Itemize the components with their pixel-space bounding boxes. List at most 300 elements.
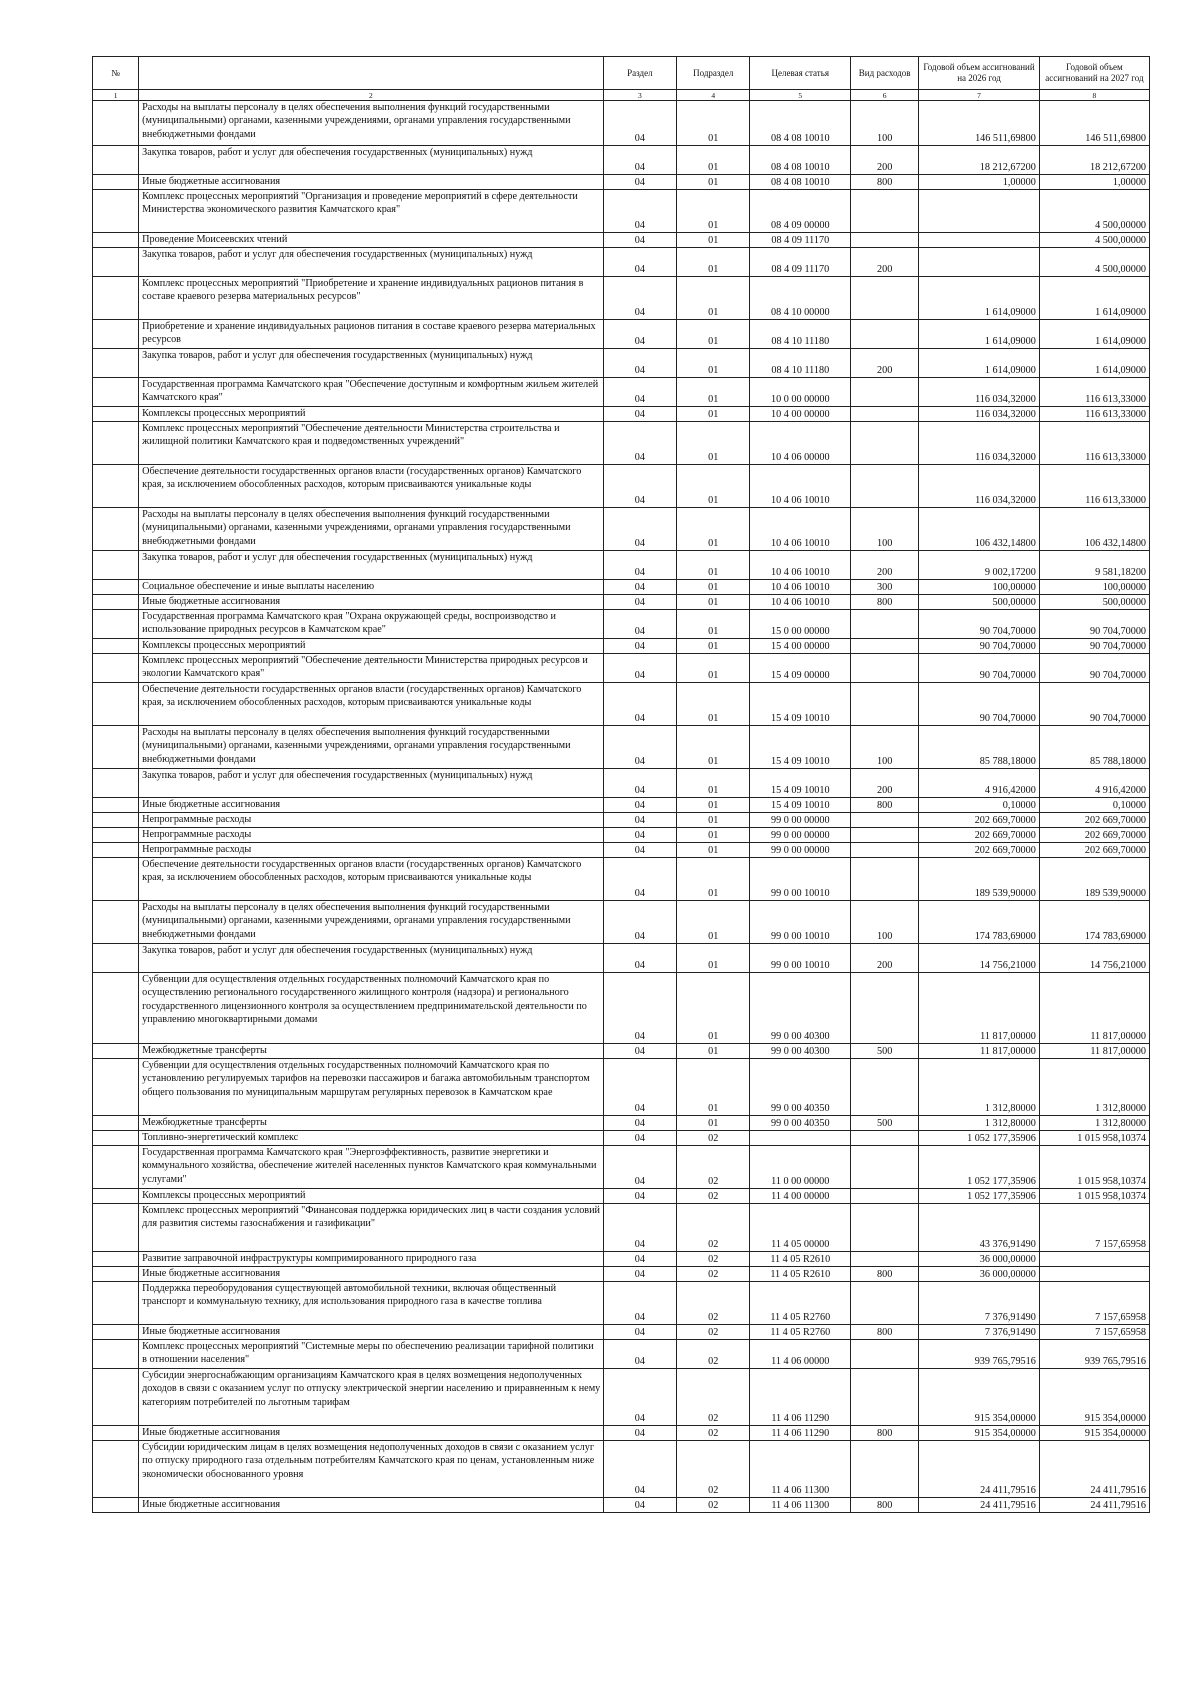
target-article-cell: 15 4 09 10010 [750, 683, 851, 726]
table-row [93, 639, 1150, 654]
target-article-cell: 10 0 00 00000 [750, 378, 851, 407]
amount-2027-cell: 85 788,18000 [1039, 726, 1149, 769]
amount-2026-cell [919, 248, 1040, 277]
expense-type-cell [851, 233, 919, 248]
table-row [93, 1189, 1150, 1204]
row-number-cell [93, 1426, 139, 1441]
amount-2027-cell: 7 157,65958 [1039, 1282, 1149, 1325]
expense-type-cell: 200 [851, 146, 919, 175]
row-number-cell [93, 654, 139, 683]
table-row [93, 595, 1150, 610]
amount-2026-cell: 90 704,70000 [919, 683, 1040, 726]
podrazdel-cell: 01 [677, 639, 750, 654]
razdel-cell: 04 [603, 101, 676, 146]
target-article-cell: 99 0 00 40300 [750, 1044, 851, 1059]
expense-type-cell [851, 190, 919, 233]
amount-2026-cell: 0,10000 [919, 798, 1040, 813]
row-number-cell [93, 610, 139, 639]
table-row [93, 1369, 1150, 1426]
podrazdel-cell: 01 [677, 277, 750, 320]
podrazdel-cell: 02 [677, 1340, 750, 1369]
expense-name-cell: Расходы на выплаты персоналу в целях обеспечения выполнения функций государственными (муниципальными) органами, казенными учреждениями, органами управления государственными внебюджетными фондами [139, 508, 604, 551]
target-article-cell: 10 4 06 10010 [750, 595, 851, 610]
amount-2026-cell: 500,00000 [919, 595, 1040, 610]
expense-name-cell: Комплекс процессных мероприятий "Обеспечение деятельности Министерства строительства и жилищной политики Камчатского края и подведомственных учреждений" [139, 422, 604, 465]
column-number: 4 [677, 90, 750, 101]
expense-type-cell: 100 [851, 508, 919, 551]
amount-2026-cell: 116 034,32000 [919, 407, 1040, 422]
expense-name-cell: Иные бюджетные ассигнования [139, 595, 604, 610]
expense-type-cell [851, 1282, 919, 1325]
amount-2026-cell: 24 411,79516 [919, 1498, 1040, 1513]
expense-name-cell: Комплексы процессных мероприятий [139, 1189, 604, 1204]
expense-name-cell: Комплексы процессных мероприятий [139, 639, 604, 654]
razdel-cell: 04 [603, 378, 676, 407]
amount-2027-cell: 24 411,79516 [1039, 1498, 1149, 1513]
podrazdel-cell: 01 [677, 101, 750, 146]
table-row [93, 726, 1150, 769]
expense-name-cell: Государственная программа Камчатского края "Обеспечение доступным и комфортным жильем жителей Камчатского края" [139, 378, 604, 407]
amount-2027-cell: 202 669,70000 [1039, 828, 1149, 843]
expense-name-cell: Иные бюджетные ассигнования [139, 798, 604, 813]
razdel-cell: 04 [603, 973, 676, 1044]
target-article-cell: 11 4 06 11290 [750, 1369, 851, 1426]
row-number-cell [93, 1131, 139, 1146]
podrazdel-cell: 01 [677, 726, 750, 769]
target-article-cell: 10 4 06 10010 [750, 465, 851, 508]
razdel-cell: 04 [603, 1340, 676, 1369]
target-article-cell: 99 0 00 10010 [750, 858, 851, 901]
table-row [93, 248, 1150, 277]
target-article-cell: 99 0 00 10010 [750, 944, 851, 973]
razdel-cell: 04 [603, 798, 676, 813]
expense-name-cell: Комплекс процессных мероприятий "Системные меры по обеспечению реализации тарифной политики в отношении населения" [139, 1340, 604, 1369]
target-article-cell: 11 4 05 R2760 [750, 1325, 851, 1340]
expense-type-cell: 100 [851, 901, 919, 944]
amount-2026-cell: 9 002,17200 [919, 551, 1040, 580]
expense-type-cell: 200 [851, 769, 919, 798]
table-row [93, 1044, 1150, 1059]
amount-2026-cell: 174 783,69000 [919, 901, 1040, 944]
amount-2027-cell: 1 015 958,10374 [1039, 1189, 1149, 1204]
podrazdel-cell: 01 [677, 973, 750, 1044]
podrazdel-cell: 01 [677, 422, 750, 465]
table-row [93, 233, 1150, 248]
razdel-cell: 04 [603, 465, 676, 508]
table-row [93, 320, 1150, 349]
target-article-cell: 11 4 05 00000 [750, 1204, 851, 1252]
table-row [93, 858, 1150, 901]
row-number-cell [93, 277, 139, 320]
razdel-cell: 04 [603, 654, 676, 683]
target-article-cell: 15 4 09 00000 [750, 654, 851, 683]
amount-2027-cell: 11 817,00000 [1039, 1044, 1149, 1059]
expense-type-cell [851, 610, 919, 639]
row-number-cell [93, 901, 139, 944]
table-row [93, 1131, 1150, 1146]
amount-2027-cell: 1 614,09000 [1039, 277, 1149, 320]
expense-type-cell: 200 [851, 944, 919, 973]
target-article-cell: 11 4 05 R2760 [750, 1282, 851, 1325]
table-row [93, 1267, 1150, 1282]
podrazdel-cell: 01 [677, 465, 750, 508]
razdel-cell: 04 [603, 349, 676, 378]
table-row [93, 551, 1150, 580]
podrazdel-cell: 01 [677, 843, 750, 858]
expense-type-cell: 800 [851, 1498, 919, 1513]
row-number-cell [93, 1441, 139, 1498]
target-article-cell: 11 4 06 11290 [750, 1426, 851, 1441]
column-number: 6 [851, 90, 919, 101]
target-article-cell: 11 4 05 R2610 [750, 1252, 851, 1267]
target-article-cell: 10 4 06 10010 [750, 508, 851, 551]
table-header-row [93, 57, 1150, 90]
podrazdel-cell: 02 [677, 1267, 750, 1282]
razdel-cell: 04 [603, 1044, 676, 1059]
target-article-cell: 99 0 00 40350 [750, 1059, 851, 1116]
row-number-cell [93, 1116, 139, 1131]
expense-type-cell: 800 [851, 595, 919, 610]
podrazdel-cell: 01 [677, 190, 750, 233]
podrazdel-cell: 02 [677, 1325, 750, 1340]
target-article-cell: 08 4 10 11180 [750, 320, 851, 349]
razdel-cell: 04 [603, 1131, 676, 1146]
expense-name-cell: Закупка товаров, работ и услуг для обеспечения государственных (муниципальных) нужд [139, 349, 604, 378]
amount-2026-cell: 202 669,70000 [919, 843, 1040, 858]
expense-type-cell: 100 [851, 101, 919, 146]
expense-type-cell [851, 465, 919, 508]
header-2026: Годовой объем ассигнований на 2026 год [919, 57, 1040, 90]
table-row [93, 508, 1150, 551]
row-number-cell [93, 465, 139, 508]
podrazdel-cell: 01 [677, 378, 750, 407]
target-article-cell: 10 4 00 00000 [750, 407, 851, 422]
razdel-cell: 04 [603, 551, 676, 580]
target-article-cell: 08 4 08 10010 [750, 146, 851, 175]
target-article-cell: 15 4 09 10010 [750, 726, 851, 769]
razdel-cell: 04 [603, 828, 676, 843]
amount-2026-cell: 7 376,91490 [919, 1282, 1040, 1325]
amount-2027-cell: 106 432,14800 [1039, 508, 1149, 551]
table-row [93, 1282, 1150, 1325]
column-number: 3 [603, 90, 676, 101]
podrazdel-cell: 01 [677, 901, 750, 944]
expense-name-cell: Иные бюджетные ассигнования [139, 1267, 604, 1282]
target-article-cell: 08 4 10 11180 [750, 349, 851, 378]
target-article-cell: 15 4 09 10010 [750, 769, 851, 798]
row-number-cell [93, 944, 139, 973]
amount-2026-cell: 90 704,70000 [919, 610, 1040, 639]
row-number-cell [93, 828, 139, 843]
table-row [93, 190, 1150, 233]
amount-2027-cell: 1 015 958,10374 [1039, 1146, 1149, 1189]
target-article-cell: 11 4 00 00000 [750, 1189, 851, 1204]
row-number-cell [93, 320, 139, 349]
amount-2026-cell: 90 704,70000 [919, 639, 1040, 654]
table-row [93, 378, 1150, 407]
target-article-cell: 15 4 09 10010 [750, 798, 851, 813]
amount-2027-cell: 100,00000 [1039, 580, 1149, 595]
razdel-cell: 04 [603, 595, 676, 610]
razdel-cell: 04 [603, 1267, 676, 1282]
budget-document [92, 56, 1150, 1513]
amount-2027-cell [1039, 1252, 1149, 1267]
amount-2026-cell: 11 817,00000 [919, 1044, 1040, 1059]
target-article-cell: 15 4 00 00000 [750, 639, 851, 654]
razdel-cell: 04 [603, 1498, 676, 1513]
amount-2026-cell: 116 034,32000 [919, 465, 1040, 508]
podrazdel-cell: 01 [677, 944, 750, 973]
table-row [93, 901, 1150, 944]
expense-name-cell: Непрограммные расходы [139, 828, 604, 843]
table-row [93, 1204, 1150, 1252]
expense-type-cell [851, 639, 919, 654]
table-row [93, 1059, 1150, 1116]
amount-2026-cell: 1 312,80000 [919, 1116, 1040, 1131]
razdel-cell: 04 [603, 1282, 676, 1325]
header-name [139, 57, 604, 90]
razdel-cell: 04 [603, 277, 676, 320]
razdel-cell: 04 [603, 1369, 676, 1426]
expense-name-cell: Расходы на выплаты персоналу в целях обеспечения выполнения функций государственными (муниципальными) органами, казенными учреждениями, органами управления государственными внебюджетными фондами [139, 726, 604, 769]
table-row [93, 610, 1150, 639]
table-row [93, 973, 1150, 1044]
podrazdel-cell: 01 [677, 654, 750, 683]
amount-2027-cell: 18 212,67200 [1039, 146, 1149, 175]
amount-2027-cell: 146 511,69800 [1039, 101, 1149, 146]
amount-2027-cell: 4 916,42000 [1039, 769, 1149, 798]
amount-2026-cell: 1 052 177,35906 [919, 1131, 1040, 1146]
expense-type-cell [851, 1369, 919, 1426]
razdel-cell: 04 [603, 1204, 676, 1252]
table-row [93, 422, 1150, 465]
amount-2026-cell: 116 034,32000 [919, 378, 1040, 407]
podrazdel-cell: 01 [677, 407, 750, 422]
expense-type-cell: 300 [851, 580, 919, 595]
amount-2027-cell: 14 756,21000 [1039, 944, 1149, 973]
target-article-cell: 11 4 06 11300 [750, 1441, 851, 1498]
amount-2027-cell [1039, 1267, 1149, 1282]
razdel-cell: 04 [603, 639, 676, 654]
amount-2026-cell: 14 756,21000 [919, 944, 1040, 973]
row-number-cell [93, 595, 139, 610]
expense-name-cell: Закупка товаров, работ и услуг для обеспечения государственных (муниципальных) нужд [139, 944, 604, 973]
expense-name-cell: Закупка товаров, работ и услуг для обеспечения государственных (муниципальных) нужд [139, 769, 604, 798]
amount-2026-cell: 146 511,69800 [919, 101, 1040, 146]
expense-type-cell: 100 [851, 726, 919, 769]
table-row [93, 1340, 1150, 1369]
expense-type-cell [851, 1340, 919, 1369]
table-row [93, 654, 1150, 683]
expense-name-cell: Топливно-энергетический комплекс [139, 1131, 604, 1146]
row-number-cell [93, 1340, 139, 1369]
table-row [93, 769, 1150, 798]
expense-name-cell: Комплекс процессных мероприятий "Финансовая поддержка юридических лиц в части создания условий для развития системы газоснабжения и газификации" [139, 1204, 604, 1252]
podrazdel-cell: 01 [677, 813, 750, 828]
expense-name-cell: Межбюджетные трансферты [139, 1044, 604, 1059]
row-number-cell [93, 1369, 139, 1426]
table-row [93, 798, 1150, 813]
expense-type-cell [851, 422, 919, 465]
razdel-cell: 04 [603, 726, 676, 769]
header-vid: Вид расходов [851, 57, 919, 90]
expense-name-cell: Субсидии энергоснабжающим организациям Камчатского края в целях возмещения недополученных доходов в связи с оказанием услуг по отпуску электрической энергии населению и приравненным к нему категориям потребителей по льготным тарифам [139, 1369, 604, 1426]
table-row [93, 828, 1150, 843]
target-article-cell: 08 4 09 11170 [750, 233, 851, 248]
row-number-cell [93, 798, 139, 813]
row-number-cell [93, 407, 139, 422]
amount-2026-cell [919, 190, 1040, 233]
amount-2026-cell: 24 411,79516 [919, 1441, 1040, 1498]
row-number-cell [93, 1282, 139, 1325]
row-number-cell [93, 551, 139, 580]
amount-2027-cell: 7 157,65958 [1039, 1325, 1149, 1340]
amount-2027-cell: 90 704,70000 [1039, 639, 1149, 654]
target-article-cell [750, 1131, 851, 1146]
amount-2027-cell: 4 500,00000 [1039, 248, 1149, 277]
amount-2026-cell: 202 669,70000 [919, 828, 1040, 843]
razdel-cell: 04 [603, 1252, 676, 1267]
header-num: № [93, 57, 139, 90]
expense-type-cell: 800 [851, 175, 919, 190]
header-statya: Целевая статья [750, 57, 851, 90]
podrazdel-cell: 01 [677, 798, 750, 813]
amount-2027-cell: 1,00000 [1039, 175, 1149, 190]
amount-2026-cell: 106 432,14800 [919, 508, 1040, 551]
target-article-cell: 99 0 00 00000 [750, 843, 851, 858]
razdel-cell: 04 [603, 1426, 676, 1441]
table-body [93, 101, 1150, 1513]
expense-name-cell: Иные бюджетные ассигнования [139, 175, 604, 190]
razdel-cell: 04 [603, 407, 676, 422]
target-article-cell: 99 0 00 40350 [750, 1116, 851, 1131]
podrazdel-cell: 01 [677, 1059, 750, 1116]
table-row [93, 1252, 1150, 1267]
amount-2027-cell: 915 354,00000 [1039, 1369, 1149, 1426]
amount-2026-cell: 100,00000 [919, 580, 1040, 595]
expense-name-cell: Иные бюджетные ассигнования [139, 1325, 604, 1340]
amount-2027-cell: 24 411,79516 [1039, 1441, 1149, 1498]
podrazdel-cell: 01 [677, 248, 750, 277]
table-row [93, 349, 1150, 378]
razdel-cell: 04 [603, 422, 676, 465]
row-number-cell [93, 1267, 139, 1282]
expense-type-cell [851, 277, 919, 320]
amount-2026-cell: 11 817,00000 [919, 973, 1040, 1044]
table-row [93, 175, 1150, 190]
row-number-cell [93, 190, 139, 233]
amount-2027-cell: 202 669,70000 [1039, 813, 1149, 828]
expense-name-cell: Поддержка переоборудования существующей автомобильной техники, включая общественный транспорт и коммунальную технику, для использования природного газа в качестве топлива [139, 1282, 604, 1325]
row-number-cell [93, 683, 139, 726]
expense-name-cell: Проведение Моисеевских чтений [139, 233, 604, 248]
amount-2026-cell: 1 052 177,35906 [919, 1189, 1040, 1204]
podrazdel-cell: 01 [677, 320, 750, 349]
target-article-cell: 08 4 08 10010 [750, 175, 851, 190]
razdel-cell: 04 [603, 901, 676, 944]
podrazdel-cell: 01 [677, 828, 750, 843]
podrazdel-cell: 02 [677, 1426, 750, 1441]
header-podrazdel: Подраздел [677, 57, 750, 90]
expense-type-cell [851, 1189, 919, 1204]
amount-2027-cell: 4 500,00000 [1039, 190, 1149, 233]
expense-type-cell: 800 [851, 798, 919, 813]
expense-type-cell [851, 828, 919, 843]
amount-2026-cell: 36 000,00000 [919, 1267, 1040, 1282]
amount-2026-cell: 915 354,00000 [919, 1369, 1040, 1426]
expense-type-cell [851, 813, 919, 828]
row-number-cell [93, 248, 139, 277]
row-number-cell [93, 639, 139, 654]
expense-type-cell [851, 654, 919, 683]
amount-2027-cell: 174 783,69000 [1039, 901, 1149, 944]
expense-type-cell: 200 [851, 349, 919, 378]
target-article-cell: 11 4 06 11300 [750, 1498, 851, 1513]
razdel-cell: 04 [603, 175, 676, 190]
column-number: 8 [1039, 90, 1149, 101]
row-number-cell [93, 1146, 139, 1189]
razdel-cell: 04 [603, 1059, 676, 1116]
expense-type-cell: 800 [851, 1267, 919, 1282]
amount-2027-cell: 0,10000 [1039, 798, 1149, 813]
amount-2027-cell: 915 354,00000 [1039, 1426, 1149, 1441]
amount-2026-cell: 7 376,91490 [919, 1325, 1040, 1340]
podrazdel-cell: 01 [677, 233, 750, 248]
target-article-cell: 10 4 06 00000 [750, 422, 851, 465]
razdel-cell: 04 [603, 248, 676, 277]
podrazdel-cell: 02 [677, 1282, 750, 1325]
razdel-cell: 04 [603, 233, 676, 248]
row-number-cell [93, 101, 139, 146]
row-number-cell [93, 1252, 139, 1267]
podrazdel-cell: 02 [677, 1189, 750, 1204]
expense-name-cell: Комплекс процессных мероприятий "Приобретение и хранение индивидуальных рационов питания в составе краевого резерва материальных ресурсов" [139, 277, 604, 320]
row-number-cell [93, 843, 139, 858]
expense-name-cell: Закупка товаров, работ и услуг для обеспечения государственных (муниципальных) нужд [139, 146, 604, 175]
razdel-cell: 04 [603, 1441, 676, 1498]
amount-2027-cell: 1 312,80000 [1039, 1059, 1149, 1116]
expense-name-cell: Непрограммные расходы [139, 843, 604, 858]
amount-2027-cell: 116 613,33000 [1039, 378, 1149, 407]
expense-name-cell: Социальное обеспечение и иные выплаты населению [139, 580, 604, 595]
column-number: 7 [919, 90, 1040, 101]
expense-type-cell [851, 1059, 919, 1116]
podrazdel-cell: 02 [677, 1131, 750, 1146]
table-row [93, 1325, 1150, 1340]
row-number-cell [93, 233, 139, 248]
target-article-cell: 99 0 00 10010 [750, 901, 851, 944]
expense-name-cell: Комплекс процессных мероприятий "Организация и проведение мероприятий в сфере деятельности Министерства экономического развития Камчатского края" [139, 190, 604, 233]
amount-2026-cell: 202 669,70000 [919, 813, 1040, 828]
amount-2027-cell: 202 669,70000 [1039, 843, 1149, 858]
amount-2026-cell: 189 539,90000 [919, 858, 1040, 901]
column-number: 5 [750, 90, 851, 101]
target-article-cell: 99 0 00 40300 [750, 973, 851, 1044]
amount-2027-cell: 1 312,80000 [1039, 1116, 1149, 1131]
expense-name-cell: Иные бюджетные ассигнования [139, 1426, 604, 1441]
target-article-cell: 15 0 00 00000 [750, 610, 851, 639]
table-row [93, 1116, 1150, 1131]
target-article-cell: 11 4 06 00000 [750, 1340, 851, 1369]
row-number-cell [93, 1044, 139, 1059]
row-number-cell [93, 175, 139, 190]
expense-name-cell: Расходы на выплаты персоналу в целях обеспечения выполнения функций государственными (муниципальными) органами, казенными учреждениями, органами управления государственными внебюджетными фондами [139, 101, 604, 146]
podrazdel-cell: 01 [677, 610, 750, 639]
amount-2027-cell: 1 614,09000 [1039, 320, 1149, 349]
razdel-cell: 04 [603, 1116, 676, 1131]
amount-2026-cell: 85 788,18000 [919, 726, 1040, 769]
table-row [93, 1441, 1150, 1498]
